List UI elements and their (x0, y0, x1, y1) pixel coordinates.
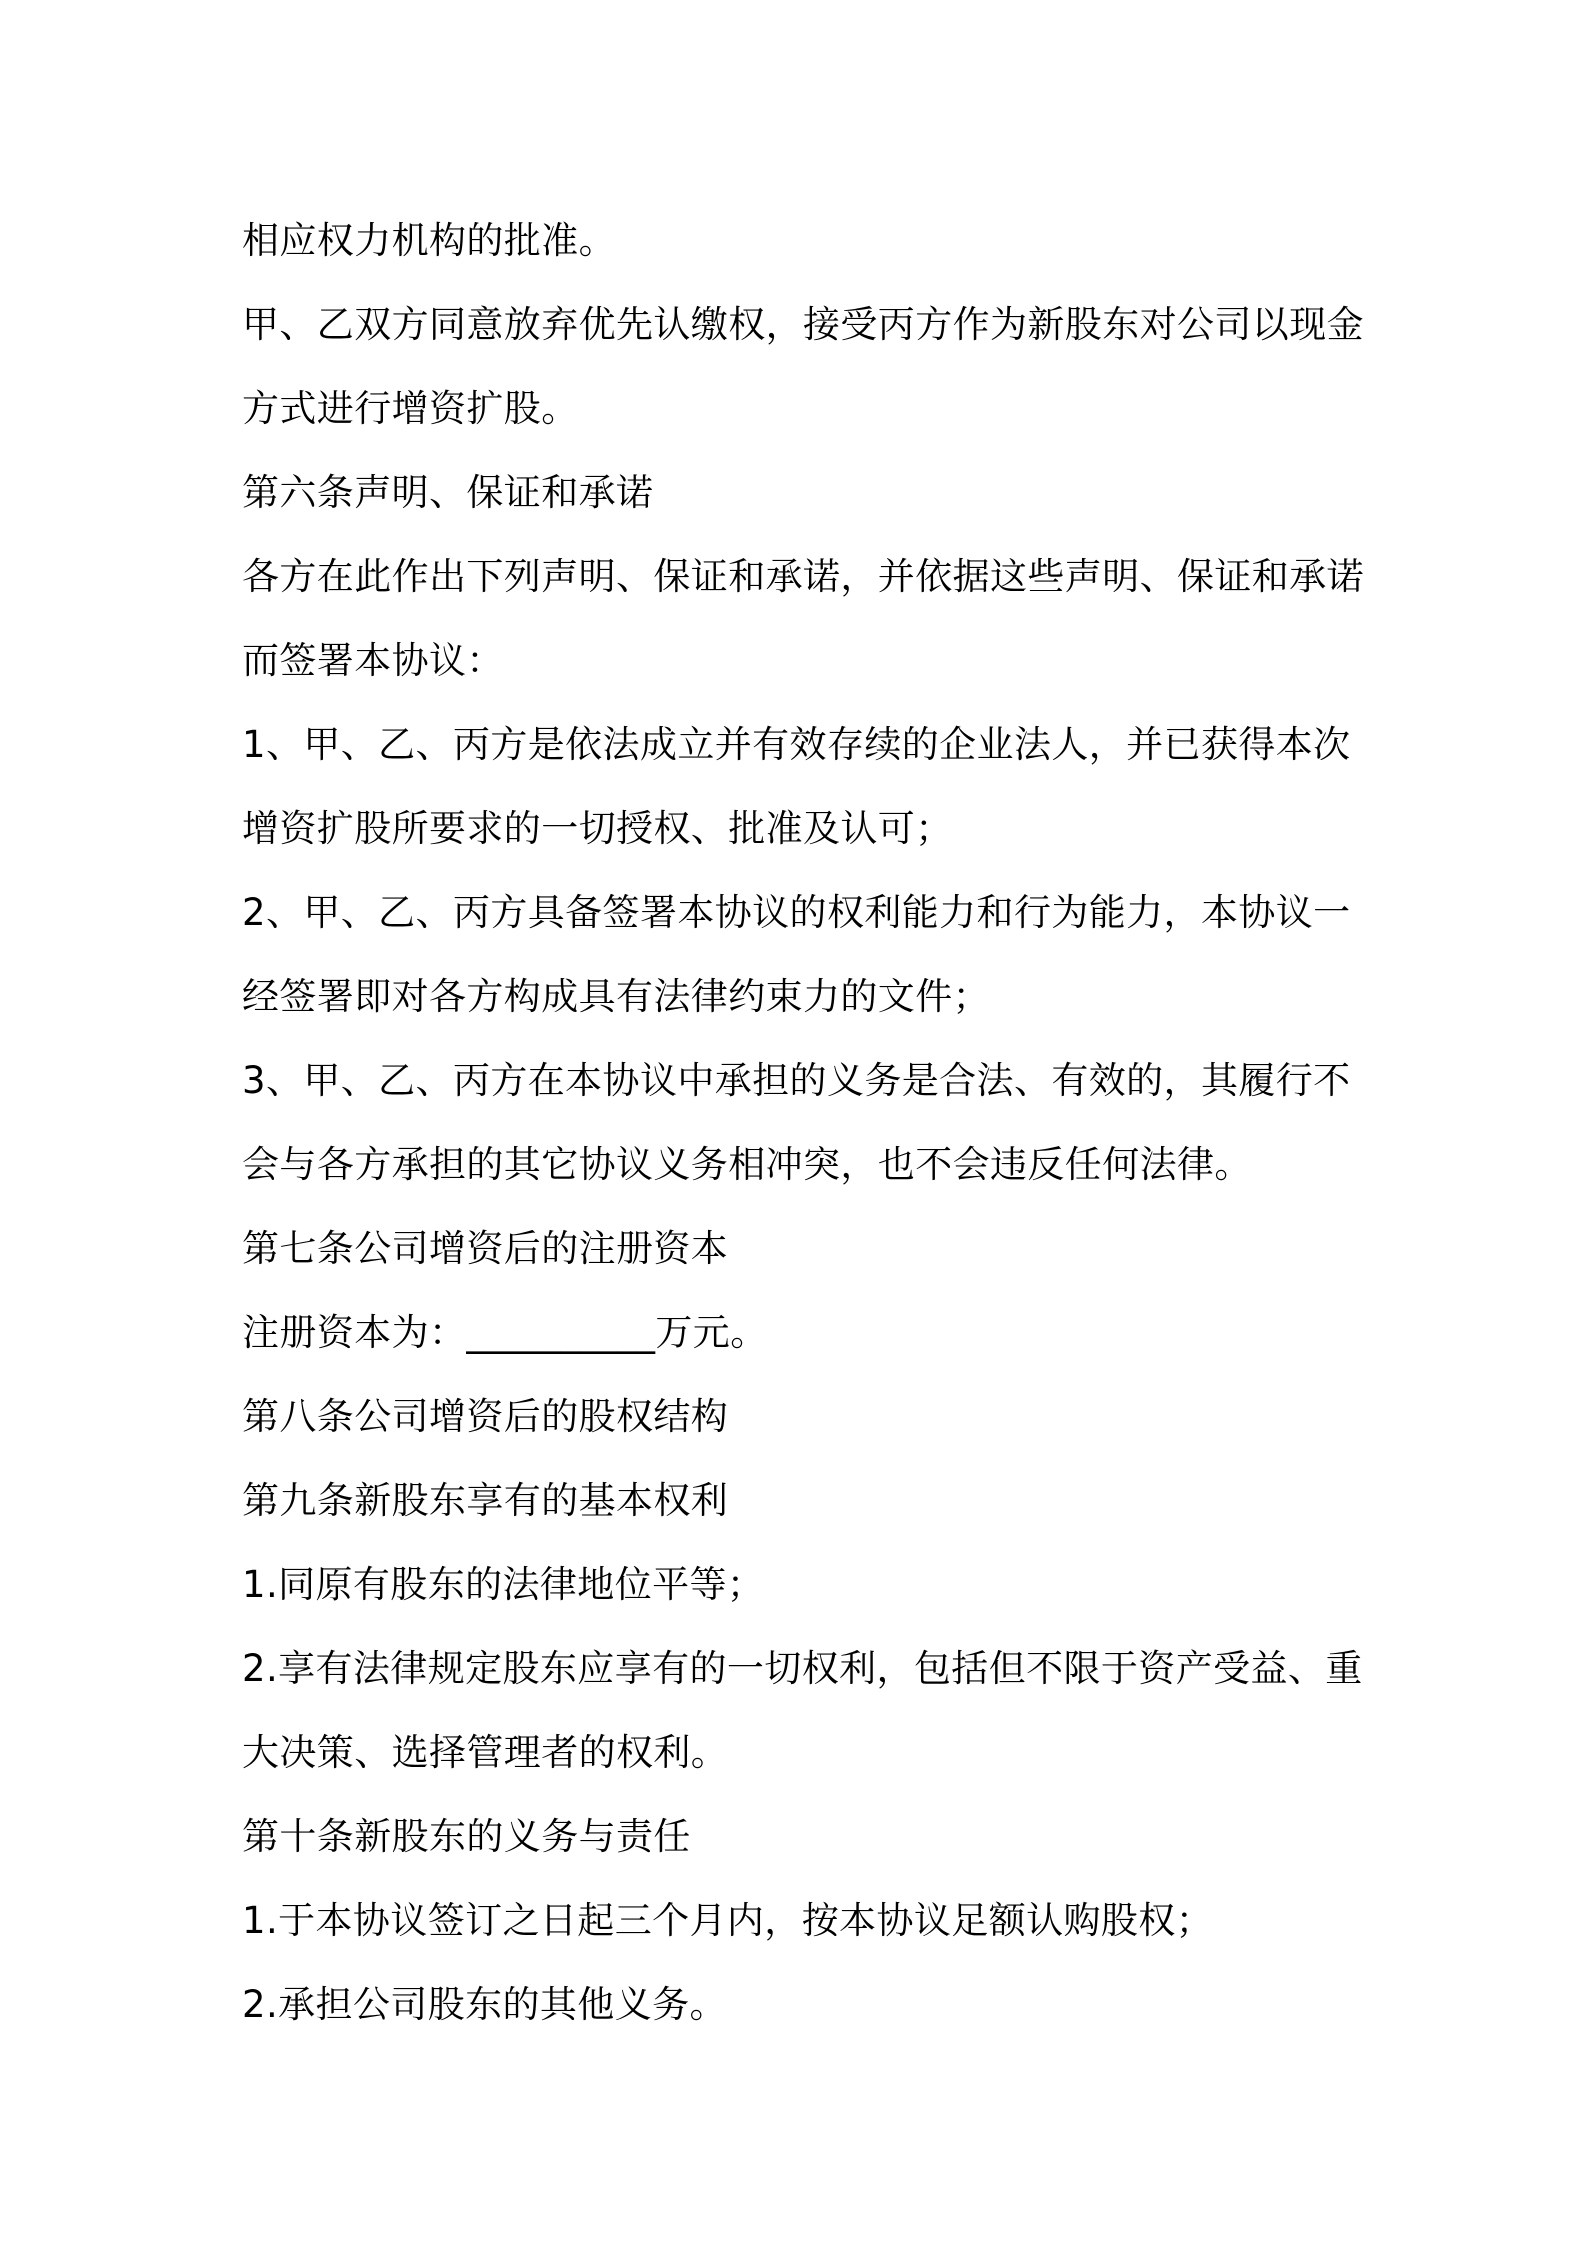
list-item-line: 1.于本协议签订之日起三个月内，按本协议足额认购股权； (242, 1899, 1214, 1942)
registered-capital-line: 注册资本为：__________万元。 (242, 1311, 768, 1354)
paragraph-line: 甲、乙双方同意放弃优先认缴权，接受丙方作为新股东对公司以现金 (242, 303, 1364, 346)
paragraph-line: 各方在此作出下列声明、保证和承诺，并依据这些声明、保证和承诺 (242, 555, 1364, 598)
list-item-line: 3、甲、乙、丙方在本协议中承担的义务是合法、有效的，其履行不 (242, 1059, 1351, 1102)
list-item-line: 经签署即对各方构成具有法律约束力的文件； (242, 975, 990, 1018)
list-item-line: 1、甲、乙、丙方是依法成立并有效存续的企业法人，并已获得本次 (242, 723, 1351, 766)
paragraph-line: 相应权力机构的批准。 (242, 219, 616, 262)
list-item-line: 大决策、选择管理者的权利。 (242, 1731, 729, 1774)
section-heading-article-6: 第六条声明、保证和承诺 (242, 471, 654, 514)
list-item-line: 1.同原有股东的法律地位平等； (242, 1563, 765, 1606)
list-item-line: 2、甲、乙、丙方具备签署本协议的权利能力和行为能力，本协议一 (242, 891, 1351, 934)
section-heading-article-8: 第八条公司增资后的股权结构 (242, 1395, 729, 1438)
document-body (242, 199, 1362, 2047)
list-item-line: 2.享有法律规定股东应享有的一切权利，包括但不限于资产受益、重 (242, 1647, 1363, 1690)
list-item-line: 增资扩股所要求的一切授权、批准及认可； (242, 807, 953, 850)
section-heading-article-10: 第十条新股东的义务与责任 (242, 1815, 691, 1858)
list-item-line: 2.承担公司股东的其他义务。 (242, 1983, 727, 2026)
list-item-line: 会与各方承担的其它协议义务相冲突，也不会违反任何法律。 (242, 1143, 1252, 1186)
paragraph-line: 而签署本协议： (242, 639, 504, 682)
paragraph-line: 方式进行增资扩股。 (242, 387, 579, 430)
section-heading-article-7: 第七条公司增资后的注册资本 (242, 1227, 729, 1270)
section-heading-article-9: 第九条新股东享有的基本权利 (242, 1479, 729, 1522)
